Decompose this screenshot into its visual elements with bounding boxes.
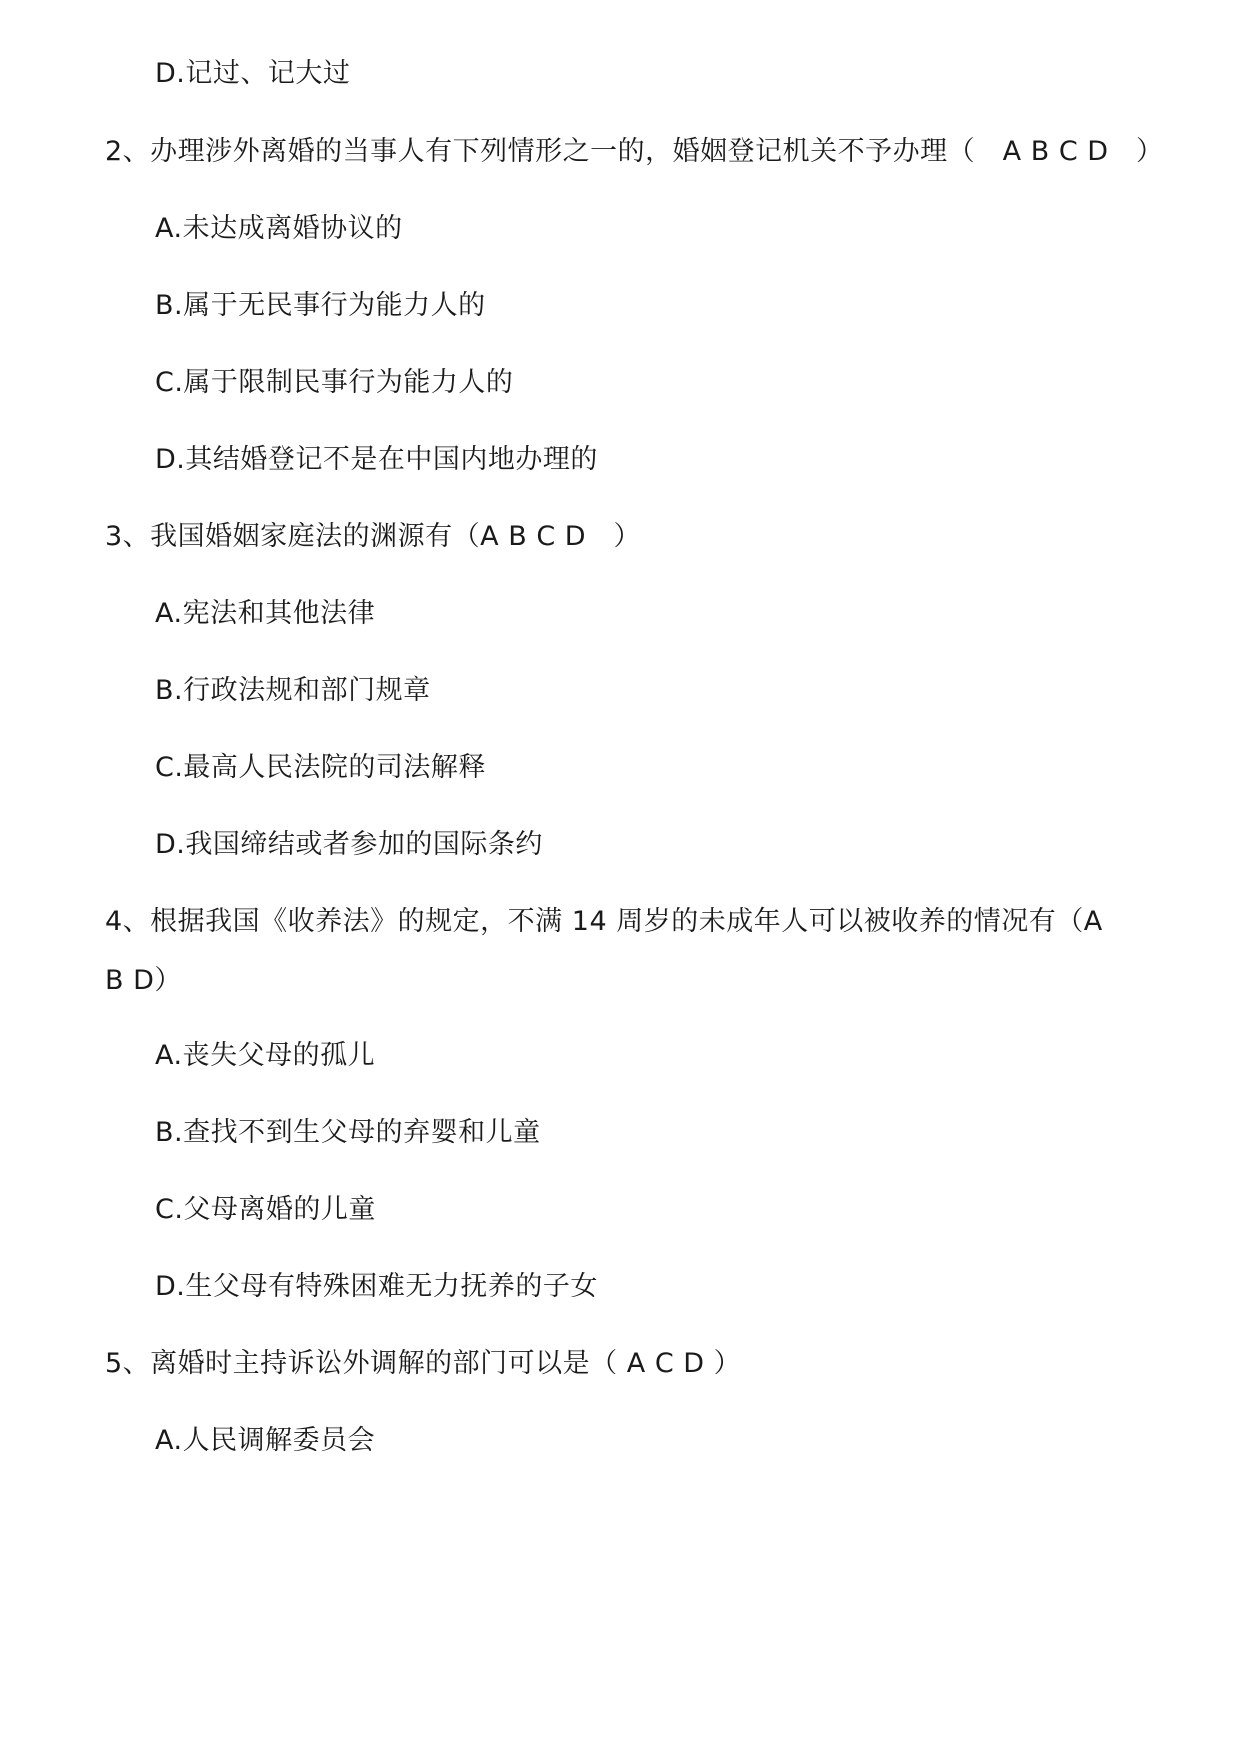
option-a-q3: A.宪法和其他法律 xyxy=(155,598,376,629)
question-4: 4、根据我国《收养法》的规定，不满 14 周岁的未成年人可以被收养的情况有（A xyxy=(105,906,1103,937)
question-4-continuation: B D） xyxy=(105,965,182,996)
option-d-q1: D.记过、记大过 xyxy=(155,58,351,89)
option-d-q4: D.生父母有特殊困难无力抚养的子女 xyxy=(155,1271,598,1302)
option-b-q4: B.查找不到生父母的弃婴和儿童 xyxy=(155,1117,541,1148)
question-5: 5、离婚时主持诉讼外调解的部门可以是（ A C D ） xyxy=(105,1348,742,1379)
option-b-q3: B.行政法规和部门规章 xyxy=(155,675,431,706)
option-c-q3: C.最高人民法院的司法解释 xyxy=(155,752,486,783)
option-a-q5: A.人民调解委员会 xyxy=(155,1425,376,1456)
option-a-q4: A.丧失父母的孤儿 xyxy=(155,1040,376,1071)
option-c-q2: C.属于限制民事行为能力人的 xyxy=(155,367,514,398)
option-c-q4: C.父母离婚的儿童 xyxy=(155,1194,376,1225)
option-b-q2: B.属于无民事行为能力人的 xyxy=(155,290,486,321)
option-d-q2: D.其结婚登记不是在中国内地办理的 xyxy=(155,444,598,475)
question-3: 3、我国婚姻家庭法的渊源有（A B C D ） xyxy=(105,521,642,552)
option-a-q2: A.未达成离婚协议的 xyxy=(155,213,403,244)
question-2: 2、办理涉外离婚的当事人有下列情形之一的，婚姻登记机关不予办理（ A B C D ） xyxy=(105,136,1164,167)
option-d-q3: D.我国缔结或者参加的国际条约 xyxy=(155,829,543,860)
